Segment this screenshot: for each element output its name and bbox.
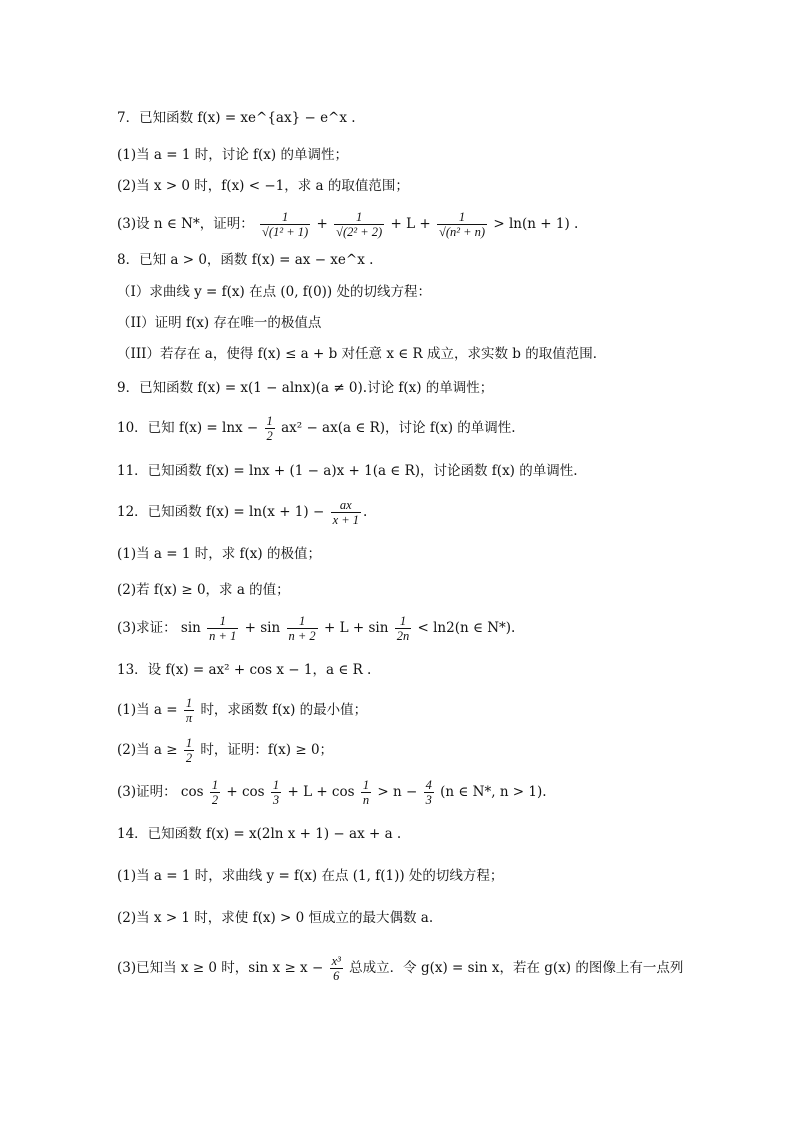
q8-stem: 8．已知 a > 0，函数 f(x) = ax − xe^x . bbox=[117, 252, 374, 268]
q11-stem: 11．已知函数 f(x) = lnx + (1 − a)x + 1(a ∈ R)，讨论函数 f(x) 的单调性. bbox=[117, 463, 578, 479]
q14-part2: (2)当 x > 1 时，求使 f(x) > 0 恒成立的最大偶数 a. bbox=[117, 910, 434, 926]
q13-sum-term2: $\frac{1}{3}$ bbox=[272, 778, 280, 807]
q10-stem: 10．已知 f(x) = lnx − $\frac{1}{2}$ ax² − ax(a ∈ R)，讨论 f(x) 的单调性. bbox=[117, 414, 516, 443]
q13-part3: (3)证明： cos $\frac{1}{2}$ + cos $\frac{1}{3}$ + L + cos $\frac{1}{n}$ > n − $\frac{4}{3}$ (n ∈ N*, n > 1). bbox=[117, 778, 547, 807]
q8-part3: （III）若存在 a，使得 f(x) ≤ a + b 对任意 x ∈ R 成立，求实数 b 的取值范围． bbox=[117, 346, 607, 362]
q12-part1: (1)当 a = 1 时，求 f(x) 的极值； bbox=[117, 546, 321, 562]
q14-frac: $\frac{\text{x³}}{6}$ bbox=[331, 954, 341, 983]
q7-part2: (2)当 x > 0 时，f(x) < −1，求 a 的取值范围； bbox=[117, 178, 409, 194]
q9-stem: 9．已知函数 f(x) = x(1 − alnx)(a ≠ 0).讨论 f(x) 的单调性； bbox=[117, 380, 494, 396]
q12-sum-term2: $\frac{1}{n + 2}$ bbox=[288, 614, 316, 643]
q7-term1: $\frac{1}{\text{√(1² + 1)}}$ bbox=[262, 210, 309, 239]
q13-part1: (1)当 a = $\frac{1}{\pi}$ 时，求函数 f(x) 的最小值； bbox=[117, 696, 368, 725]
q12-part2: (2)若 f(x) ≥ 0，求 a 的值； bbox=[117, 582, 290, 598]
q8-part2: （II）证明 f(x) 存在唯一的极值点 bbox=[117, 315, 322, 331]
q12-stem: 12．已知函数 f(x) = ln(x + 1) − $\frac{ax}{x + 1}$ . bbox=[117, 498, 368, 527]
q12-sum-termn: $\frac{1}{2n}$ bbox=[396, 614, 410, 643]
q13-sum-termn: $\frac{1}{n}$ bbox=[362, 778, 370, 807]
q7-termn: $\frac{1}{\text{√(n² + n)}}$ bbox=[438, 210, 486, 239]
q13-sum-term1: $\frac{1}{2}$ bbox=[211, 778, 219, 807]
q12-part3: (3)求证： sin $\frac{1}{n + 1}$ + sin $\frac{1}{n + 2}$ + L + sin $\frac{1}{2n}$ < ln2(n ∈ N*). bbox=[117, 614, 516, 643]
q7-stem: 7．已知函数 f(x) = xe^{ax} − e^x . bbox=[117, 110, 356, 126]
q7-part1: (1)当 a = 1 时，讨论 f(x) 的单调性； bbox=[117, 147, 348, 163]
q7-rhs: > ln(n + 1) . bbox=[493, 216, 579, 232]
q7-part3: (3)设 n ∈ N*，证明： $\frac{1}{\text{√(1² + 1)}}$ + $\frac{1}{\text{√(2² + 2)}}$ + L + $\frac{1}{\text{√(n² + n)}}$ > ln(n + 1) . bbox=[117, 210, 579, 239]
q14-stem: 14．已知函数 f(x) = x(2ln x + 1) − ax + a . bbox=[117, 826, 402, 842]
q13-sum-frac: $\frac{4}{3}$ bbox=[425, 778, 432, 807]
q13-stem: 13．设 f(x) = ax² + cos x − 1，a ∈ R . bbox=[117, 662, 372, 678]
q14-part3: (3)已知当 x ≥ 0 时，sin x ≥ x − $\frac{\text{x³}}{6}$ 总成立．令 g(x) = sin x，若在 g(x) 的图像上有一点列 bbox=[117, 954, 684, 983]
q7-term2: $\frac{1}{\text{√(2² + 2)}}$ bbox=[336, 210, 383, 239]
q13-frac-pi: $\frac{1}{\pi}$ bbox=[185, 696, 193, 725]
q13-frac-half: $\frac{1}{2}$ bbox=[185, 736, 193, 765]
q7-ellipsis: + L + bbox=[390, 216, 431, 232]
q8-part1: （I）求曲线 y = f(x) 在点 (0, f(0)) 处的切线方程： bbox=[117, 284, 431, 300]
q10-frac: $\frac{1}{2}$ bbox=[266, 414, 273, 443]
q13-part2: (2)当 a ≥ $\frac{1}{2}$ 时，证明：f(x) ≥ 0； bbox=[117, 736, 334, 765]
q7-part3-label: (3)设 n ∈ N*，证明： bbox=[117, 216, 254, 232]
q12-sum-term1: $\frac{1}{n + 1}$ bbox=[209, 614, 237, 643]
q14-part1: (1)当 a = 1 时，求曲线 y = f(x) 在点 (1, f(1)) 处的切线方程； bbox=[117, 868, 504, 884]
q12-frac: $\frac{ax}{x + 1}$ bbox=[332, 498, 360, 527]
